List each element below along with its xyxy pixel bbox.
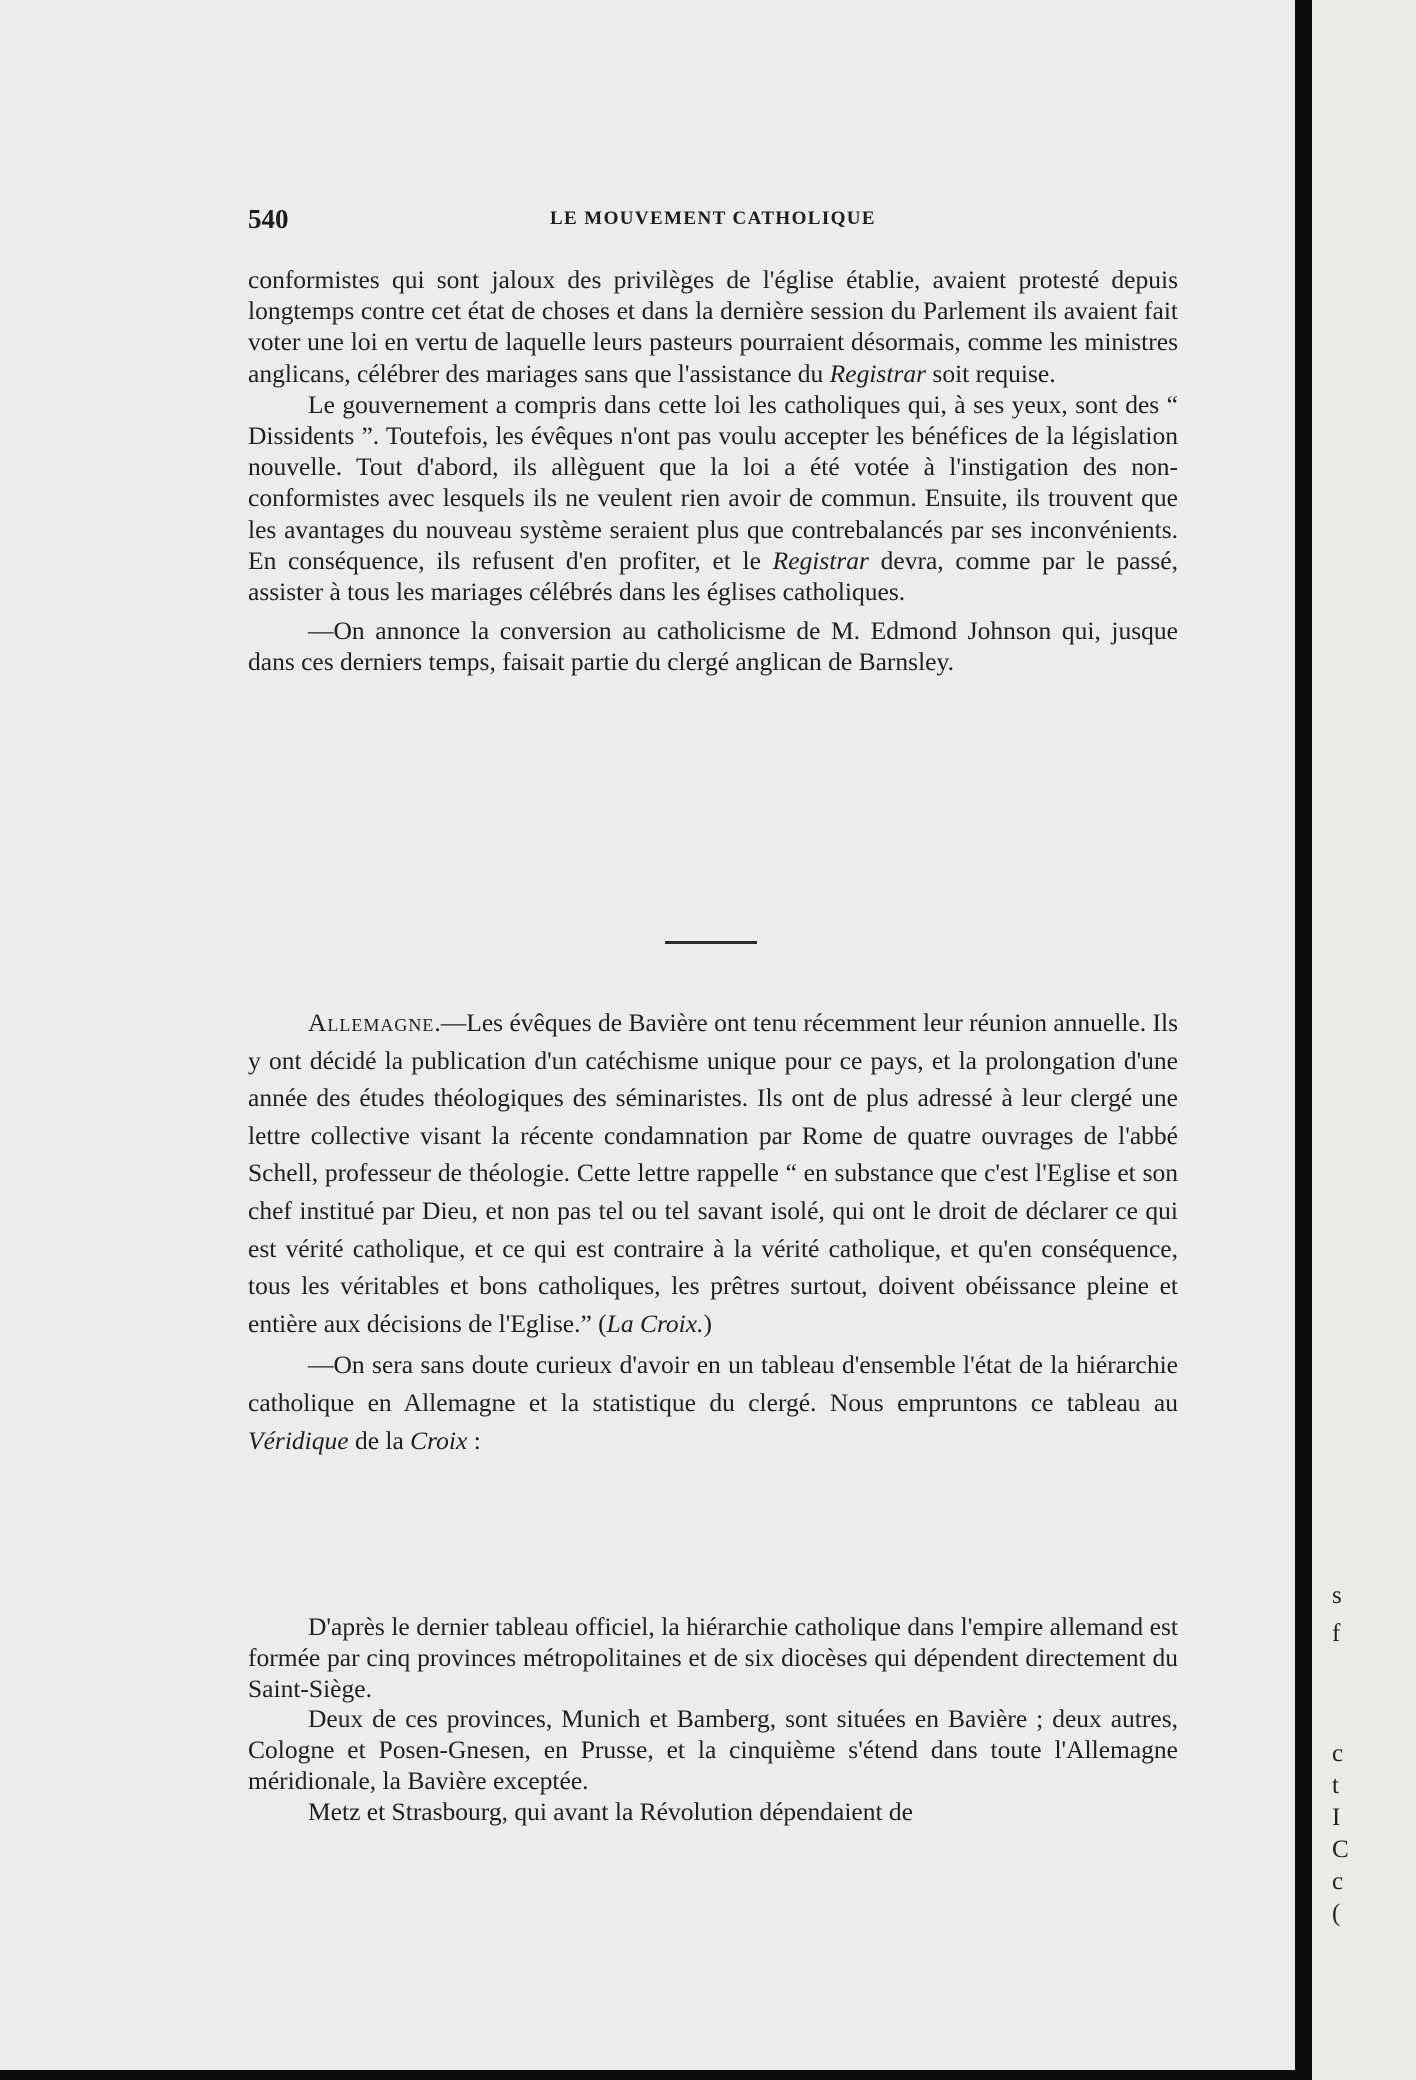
fragment-letter: I	[1332, 1804, 1341, 1831]
fragment-letter: f	[1332, 1620, 1341, 1647]
page-bottom-edge	[0, 2070, 1312, 2080]
book-gutter	[1295, 0, 1312, 2080]
quoted-table-intro	[248, 1612, 1178, 1828]
section-england	[248, 264, 1178, 678]
fragment-letter: s	[1332, 1582, 1342, 1609]
fragment-letter: t	[1332, 1772, 1339, 1799]
paragraph: D'après le dernier tableau officiel, la hiérarchie catholique dans l'empire allemand est formée par cinq provinces métropolitaines et de six diocèses qui dépendent directement du Saint-Siège.	[248, 1612, 1178, 1703]
fragment-letter: c	[1332, 1740, 1344, 1767]
paragraph: —On sera sans doute curieux d'avoir en un tableau d'ensemble l'état de la hiérarchie catholique en Allemagne et la statistique du clergé. Nous empruntons ce tableau au Véridique de la Croix :	[248, 1350, 1178, 1455]
paragraph: Metz et Strasbourg, qui avant la Révolution dépendaient de	[308, 1796, 914, 1826]
fragment-letter: c	[1332, 1868, 1344, 1895]
page-header	[248, 204, 1178, 244]
section-divider	[665, 941, 757, 944]
page-number: 540	[248, 204, 289, 234]
paragraph: conformistes qui sont jaloux des privilèges de l'église établie, avaient protesté depuis longtemps contre cet état de choses et dans la dernière session du Parlement ils avaient fait voter une loi en vertu de laquelle leurs pasteurs pourraient désormais, comme les ministres anglicans, célébrer des mariages sans que l'assistance du Registrar soit requise.	[248, 265, 1178, 388]
paragraph: Deux de ces provinces, Munich et Bamberg, sont situées en Bavière ; deux autres, Cologne et Posen-Gnesen, en Prusse, et la cinquième s'étend dans toute l'Allemagne méridionale, la Bavière exceptée.	[248, 1704, 1178, 1795]
right-page-edge	[1312, 0, 1416, 2080]
section-heading: Allemagne	[308, 1008, 435, 1037]
fragment-letter: C	[1332, 1836, 1349, 1863]
section-germany	[248, 1004, 1178, 1459]
running-head: LE MOUVEMENT CATHOLIQUE	[549, 208, 877, 229]
fragment-letter: (	[1332, 1900, 1341, 1927]
paragraph: —On annonce la conversion au catholicisme de M. Edmond Johnson qui, jusque dans ces derniers temps, faisait partie du clergé anglican de Barnsley.	[248, 616, 1178, 677]
paragraph: Le gouvernement a compris dans cette loi les catholiques qui, à ses yeux, sont des “ Dissidents ”. Toutefois, les évêques n'ont pas voulu accepter les bénéfices de la législation nouvelle. Tout d'abord, ils allèguent que la loi a été votée à l'instigation des non-conformistes avec lesquels ils ne veulent rien avoir de commun. Ensuite, ils trouvent que les avantages du nouveau système seraient plus que contrebalancés par ses inconvénients. En conséquence, ils refusent d'en profiter, et le Registrar devra, comme par le passé, assister à tous les mariages célébrés dans les églises catholiques.	[248, 389, 1178, 607]
paragraph: Allemagne.—Les évêques de Bavière ont tenu récemment leur réunion annuelle. Ils y ont décidé la publication d'un catéchisme unique pour ce pays, et la prolongation d'une année des études théologiques des séminaristes. Ils ont de plus adressé à leur clergé une lettre collective visant la récente condamnation par Rome de quatre ouvrages de l'abbé Schell, professeur de théologie. Cette lettre rappelle “ en substance que c'est l'Eglise et son chef institué par Dieu, et non pas tel ou tel savant isolé, qui ont le droit de déclarer ce qui est vérité catholique, et ce qui est contraire à la vérité catholique, et qu'en conséquence, tous les véritables et bons catholiques, les prêtres surtout, doivent obéissance pleine et entière aux décisions de l'Eglise.” (La Croix.)	[248, 1008, 1178, 1338]
